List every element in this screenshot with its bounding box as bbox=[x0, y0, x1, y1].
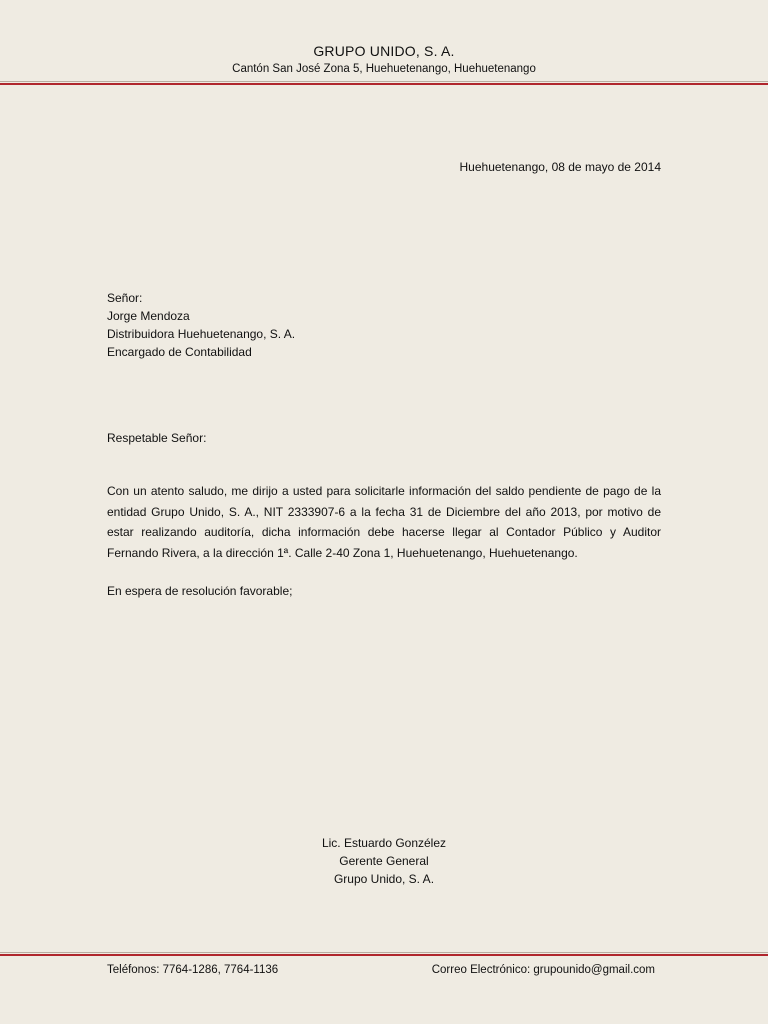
salutation: Respetable Señor: bbox=[107, 431, 207, 445]
footer-divider bbox=[0, 952, 768, 957]
company-name: GRUPO UNIDO, S. A. bbox=[313, 43, 455, 59]
footer-phone: Teléfonos: 7764-1286, 7764-1136 bbox=[107, 964, 279, 976]
recipient-block bbox=[107, 289, 295, 361]
signature-block bbox=[0, 834, 768, 888]
recipient-greeting: Señor: bbox=[107, 291, 143, 305]
header-divider bbox=[0, 81, 768, 86]
letterhead bbox=[0, 42, 768, 77]
footer-email: Correo Electrónico: grupounido@gmail.com bbox=[431, 964, 655, 976]
recipient-role: Encargado de Contabilidad bbox=[107, 345, 252, 359]
signer-name: Lic. Estuardo Gonzélez bbox=[321, 836, 447, 850]
body-paragraph: Con un atento saludo, me dirijo a usted para solicitarle información del saldo pendiente de pago de la entidad Grupo Unido, S. A., NIT 2333907-6 a la fecha 31 de Diciembre del año 2013, por motivo de estar realizando auditoría, dicha información debe hacerse llegar al Contador Público y Auditor Fernando Rivera, a la dirección 1ª. Calle 2-40 Zona 1, Huehuetenango, Huehuetenango. bbox=[107, 484, 661, 560]
company-address: Cantón San José Zona 5, Huehuetenango, Huehuetenango bbox=[232, 63, 536, 75]
signer-title: Gerente General bbox=[339, 854, 429, 868]
recipient-company: Distribuidora Huehuetenango, S. A. bbox=[107, 327, 296, 341]
signer-company: Grupo Unido, S. A. bbox=[333, 872, 435, 886]
recipient-name: Jorge Mendoza bbox=[107, 309, 190, 323]
closing-line: En espera de resolución favorable; bbox=[107, 584, 293, 598]
letter-date: Huehuetenango, 08 de mayo de 2014 bbox=[459, 160, 661, 174]
